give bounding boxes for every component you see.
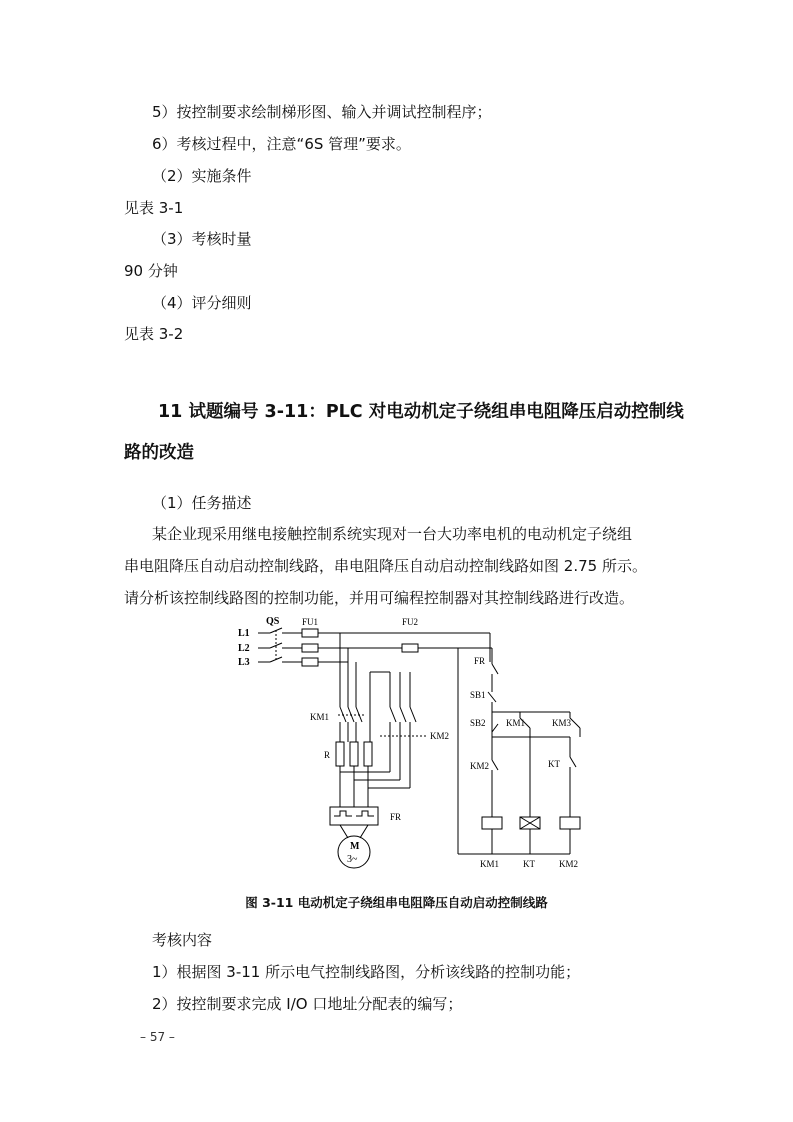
step-5-text: 5）按控制要求绘制梯形图、输入并调试控制程序； xyxy=(152,103,492,121)
label-kt-contact: KT xyxy=(548,759,560,769)
label-qs: QS xyxy=(266,616,280,627)
label-fr-ctrl: FR xyxy=(474,656,486,666)
label-fu2: FU2 xyxy=(402,617,419,627)
label-l2: L2 xyxy=(238,643,250,654)
label-sb2: SB2 xyxy=(470,718,486,728)
label-coil-km1: KM1 xyxy=(480,859,500,869)
step-6-text: 6）考核过程中，注意“6S 管理”要求。 xyxy=(152,135,411,153)
time-value: 90 分钟 xyxy=(124,262,178,280)
section-heading-line2: 路的改造 xyxy=(124,443,194,463)
label-motor-3: 3~ xyxy=(347,854,358,865)
scoring-value: 见表 3-2 xyxy=(124,325,184,343)
label-r: R xyxy=(324,750,331,760)
conditions-value: 见表 3-1 xyxy=(124,199,184,217)
exam-item-2: 2）按控制要求完成 I/O 口地址分配表的编写； xyxy=(152,995,463,1013)
section-label-conditions: （2）实施条件 xyxy=(152,167,252,185)
label-fu1: FU1 xyxy=(302,617,319,627)
circuit-diagram xyxy=(230,612,600,874)
section-label-time: （3）考核时量 xyxy=(152,230,252,248)
task-paragraph-line1: 某企业现采用继电接触控制系统实现对一台大功率电机的电动机定子绕组 xyxy=(152,525,633,543)
figure-caption: 图 3-11 电动机定子绕组串电阻降压自动启动控制线路 xyxy=(245,895,548,910)
task-paragraph-line3: 请分析该控制线路图的控制功能，并用可编程控制器对其控制线路进行改造。 xyxy=(124,589,635,607)
label-km1-contact: KM1 xyxy=(506,718,526,728)
label-coil-km2: KM2 xyxy=(559,859,579,869)
label-km2-main: KM2 xyxy=(430,731,450,741)
label-fr-main: FR xyxy=(390,812,402,822)
label-motor-m: M xyxy=(350,841,360,852)
exam-item-1: 1）根据图 3-11 所示电气控制线路图，分析该线路的控制功能； xyxy=(152,963,581,981)
label-l3: L3 xyxy=(238,657,250,668)
page-number: – 57 – xyxy=(140,1030,175,1044)
exam-label: 考核内容 xyxy=(152,931,213,949)
label-coil-kt: KT xyxy=(523,859,535,869)
label-l1: L1 xyxy=(238,628,250,639)
section-heading-line1: 11 试题编号 3-11：PLC 对电动机定子绕组串电阻降压启动控制线 xyxy=(158,402,684,422)
task-paragraph-line2: 串电阻降压自动启动控制线路，串电阻降压自动启动控制线路如图 2.75 所示。 xyxy=(124,557,647,575)
section-label-scoring: （4）评分细则 xyxy=(152,294,252,312)
label-km2-contact: KM2 xyxy=(470,761,490,771)
task-paragraph xyxy=(124,518,674,614)
label-sb1: SB1 xyxy=(470,690,486,700)
label-km3-contact: KM3 xyxy=(552,718,572,728)
label-km1-main: KM1 xyxy=(310,712,330,722)
task-label: （1）任务描述 xyxy=(152,494,252,512)
